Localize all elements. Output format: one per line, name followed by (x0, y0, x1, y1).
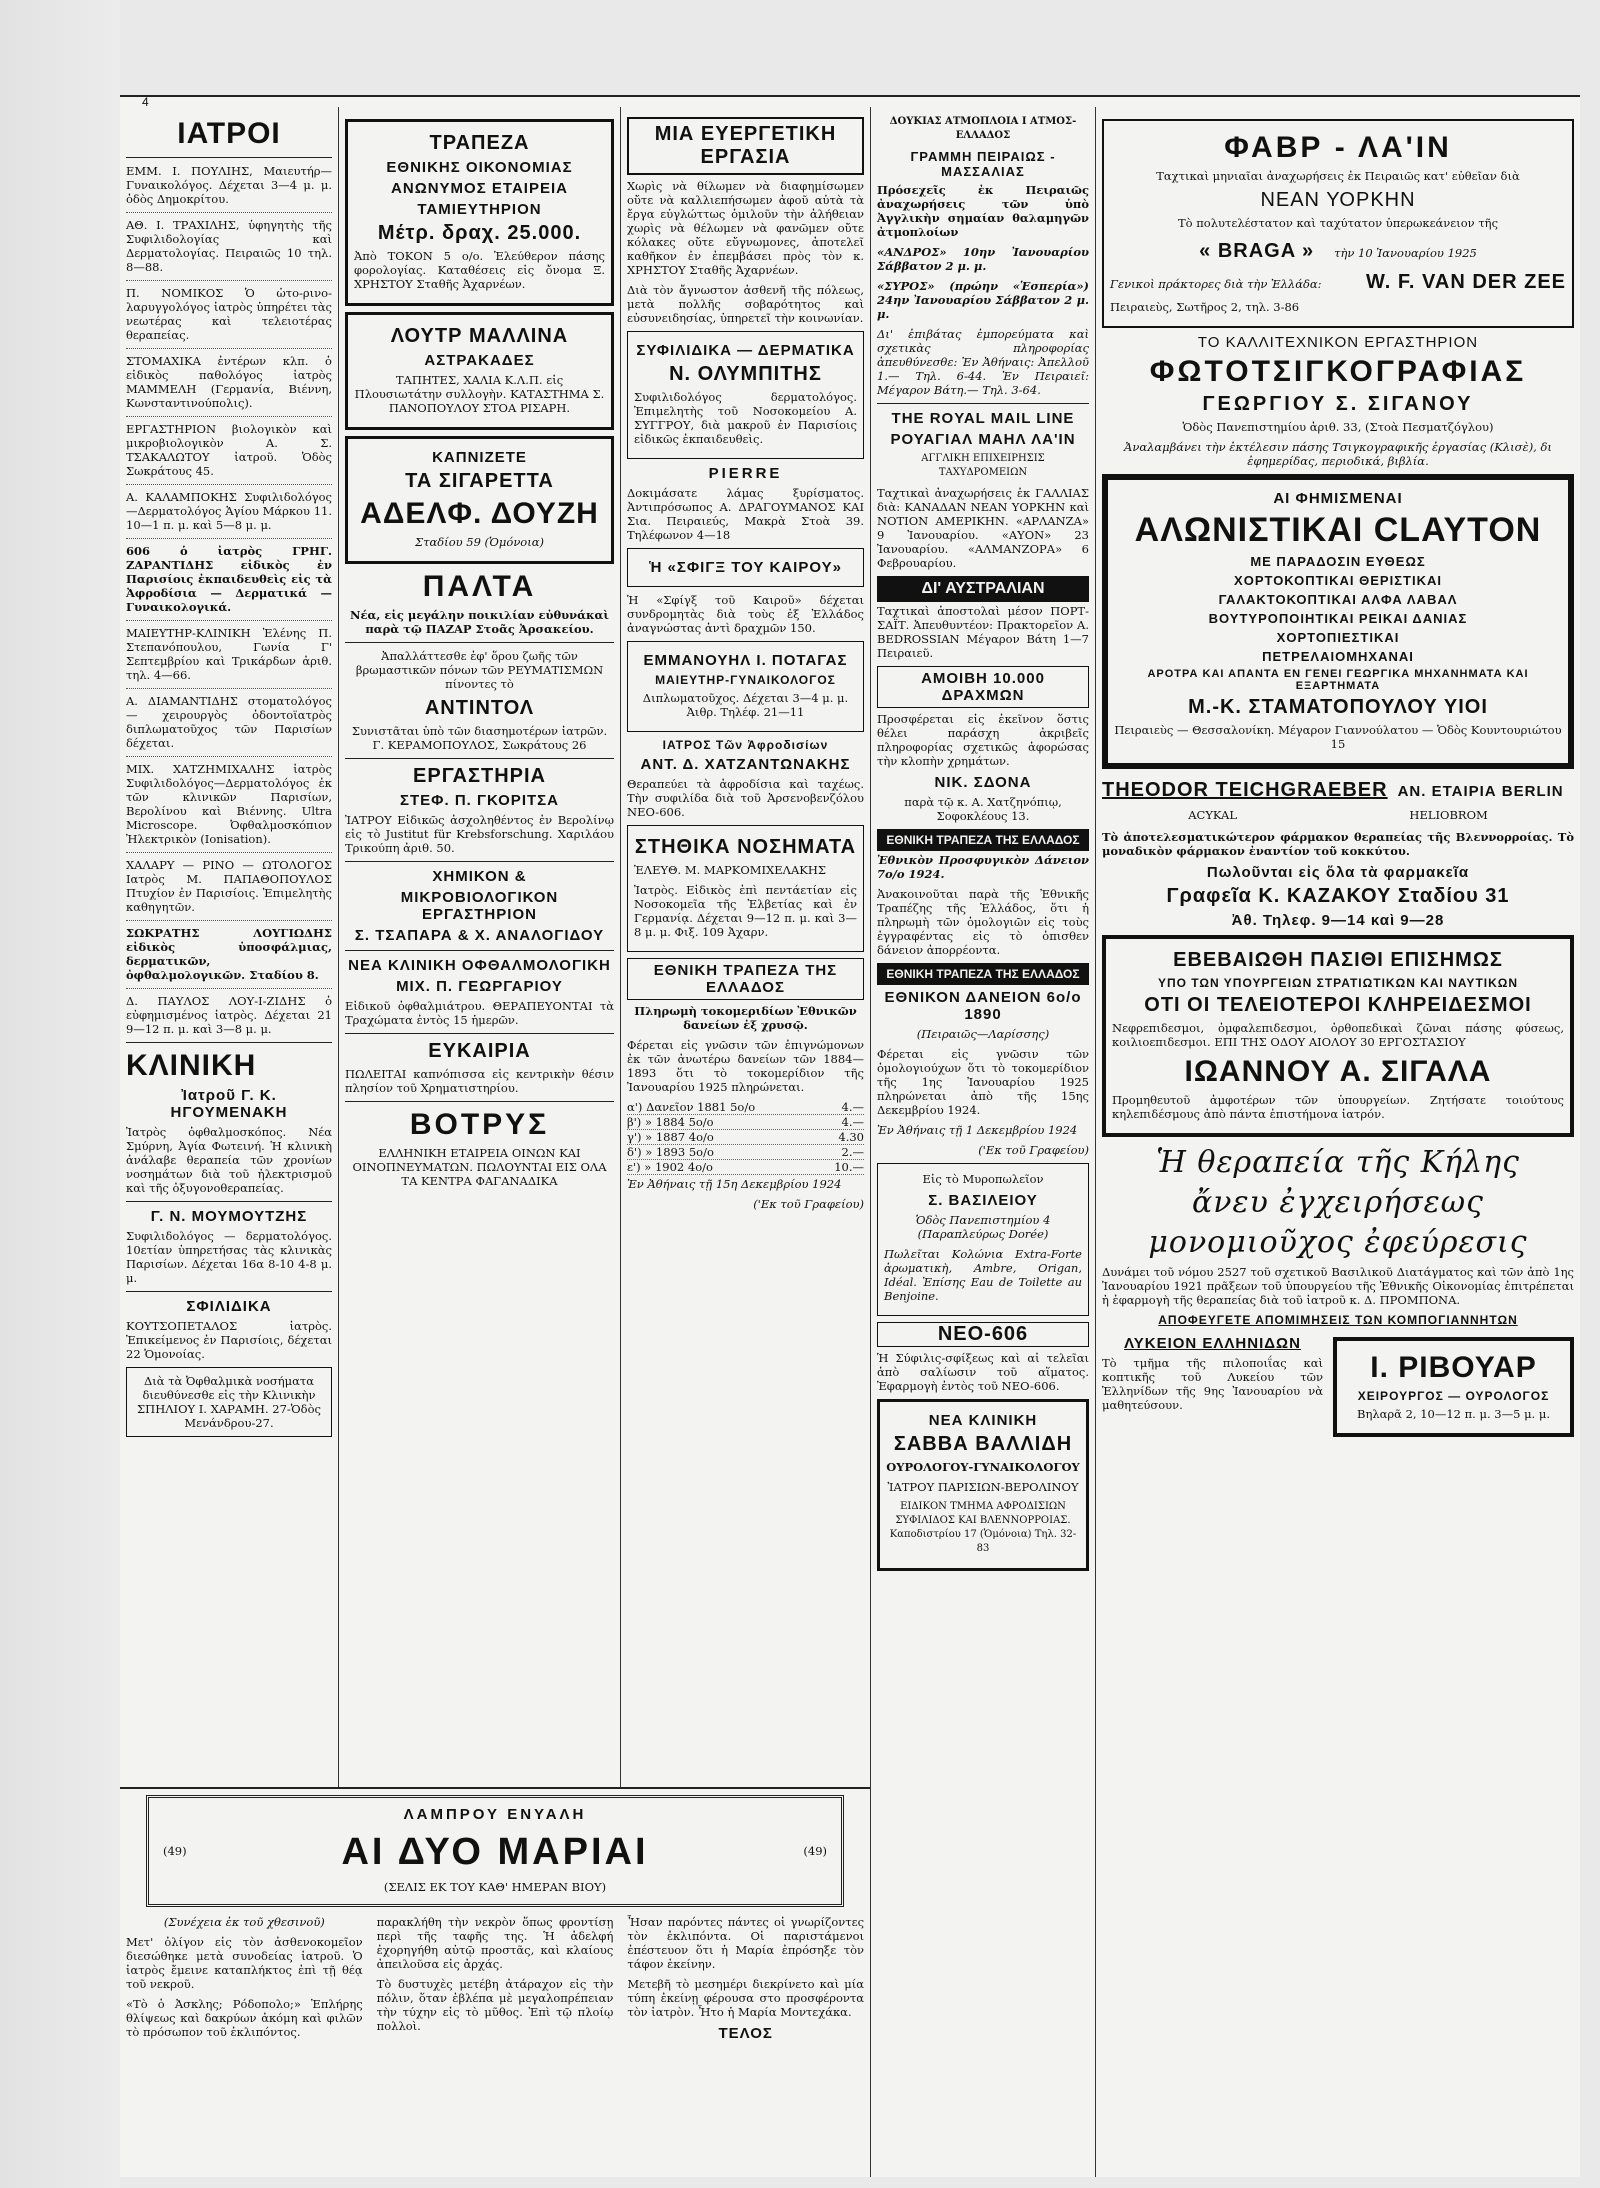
nat2-sign: ('Εκ τοῦ Γραφείου) (978, 1143, 1089, 1157)
shipping-info: Δι' ἐπιβάτας ἐμπορεύματα καὶ σχετικὰς πληροφορίας ἀπευθύνεσθε: Ἐν Ἀθήναις: Ἀπελλοῦ 1.— Τηλ. 6-44. Ἐν Πειραιεῖ: Μέγαρον Βάτη.— Τηλ. 3-64. (877, 327, 1089, 397)
ad-doctor: ΕΜΜ. Ι. ΠΟΥΛΙΗΣ, Μαιευτήρ—Γυναικολόγος. Δέχεται 3—4 μ. μ. ὁδὸς Δημοκρίτου. (126, 164, 332, 206)
divider (345, 642, 614, 643)
clinic-sub: ΟΥΡΟΛΟΓΟΥ-ΓΥΝΑΙΚΟΛΟΓΟΥ (886, 1460, 1080, 1474)
syphilis-ad (627, 331, 864, 459)
photo-title: ΦΩΤΟΤΣΙΓΚΟΓΡΑΦΙΑΣ (1149, 355, 1527, 388)
divider (126, 538, 332, 539)
kledemos-text2: Προμηθευτοῦ ἀμφοτέρων τῶν ὑπουργείων. Ζητήσατε τοιούτους κηλεπιδέσμους ἀπὸ πάντα ἐπιστήμονα ἰατρόν. (1112, 1093, 1564, 1121)
theodor-subtitle: ΑΝ. ΕΤΑΙΡΙΑ BERLIN (1397, 783, 1564, 800)
bank-subtitle: ΕΘΝΙΚΗΣ ΟΙΚΟΝΟΜΙΑΣ (386, 159, 573, 176)
shipping-title: ΓΡΑΜΜΗ ΠΕΙΡΑΙΩΣ - ΜΑΣΣΑΛΙΑΣ (910, 149, 1056, 179)
divider (126, 920, 332, 921)
ad-doctor: Α. ΚΑΛΑΜΠΟΚΗΣ Συφιλιδολόγος—Δερματολόγος Ἁγίου Μάρκου 11. 10—1 π. μ. καὶ 5—8 μ. μ. (126, 490, 332, 532)
loan-label: γ') » 1887 4ο/ο (627, 1130, 714, 1144)
serial-text: «Τὸ ὁ Ἀσκλης; Ρόδοπολο;» Ἐπλήρης θλίψεως καὶ δακρύων ἀκόμη καὶ φιλῶν τὸ πρόσωπον τοῦ ἐκλιπόντος. (126, 1997, 363, 2039)
lyceum-title: ΛΥΚΕΙΟΝ ΕΛΛΗΝΙΔΩΝ (1124, 1335, 1301, 1352)
serial-text: Μετ' ὀλίγον εἰς τὸν ἀσθενοκομεῖον διεσώθηκε μετὰ συνοδείας ἰατροῦ. Ὁ ἰατρὸς ἔμεινε καταπλήκτος ἐπὶ τῇ θέᾳ τοῦ νεκροῦ. (126, 1935, 363, 1991)
lyceum-text: Τὸ τμῆμα τῆς πιλοποιΐας καὶ κοπτικῆς τοῦ Λυκείου τῶν Ἑλληνίδων τῆς 9ης Ἰανουαρίου νὰ μαθητεύσουν. (1102, 1356, 1323, 1412)
divider (345, 1101, 614, 1102)
bank-ad (345, 119, 614, 306)
eye-clinic-title: ΝΕΑ ΚΛΙΝΙΚΗ ΟΦΘΑΛΜΟΛΟΓΙΚΗ (348, 957, 611, 974)
chest-text: Ἰατρὸς. Εἰδικὸς ἐπὶ πεντάετίαν εἰς Νοσοκομεῖα τῆς Ἑλβετίας καὶ ἐν Γερμανίᾳ. Δέχεται 9—12 π. μ. καὶ 3—8 μ. μ. Φιξ. 109 Ἀχαρν. (634, 883, 857, 939)
clayton-address: Πειραιεὺς — Θεσσαλονίκη. Μέγαρον Γιαννούλατου — Ὁδὸς Κουντουριώτου 15 (1114, 723, 1562, 751)
pierre-title: PIERRE (708, 465, 783, 482)
fabre-ad (1102, 119, 1574, 328)
loan-value: 2.— (841, 1145, 864, 1159)
ad-doctor: Π. ΝΟΜΙΚΟΣ Ὁ ὠτο-ρινο-λαρυγγολόγος ἰατρὸς ὑπηρέτει τὰς νεωτέρας καὶ τελειοτέρας θεραπείας. (126, 286, 332, 342)
reward-name: ΝΙΚ. ΣΔΟΝΑ (934, 774, 1032, 791)
newspaper-page (120, 95, 1580, 2177)
kledemos-ad (1102, 935, 1574, 1137)
loan-row (627, 1130, 864, 1145)
theodor-tel: Ἀθ. Τηλεφ. 9—14 καὶ 9—28 (1231, 912, 1445, 929)
serial-text: Μετεβῆ τὸ μεσημέρι διεκρίνετο καὶ μία τύπη ἐκείνῃ φέρουσα στο προσφέροντα τὸν ἰατρὸν. Ἦτο ἡ Μαρία Μοντεχάκα. (627, 1977, 865, 2019)
loan-value: 4.— (841, 1115, 864, 1129)
divider (345, 1033, 614, 1034)
divider (126, 212, 332, 213)
clayton-line: ΧΟΡΤΟΠΙΕΣΤΙΚΑΙ (1276, 630, 1400, 645)
divider (126, 157, 332, 158)
theodor-agent: Γραφεῖα Κ. ΚΑΖΑΚΟΥ Σταδίου 31 (1166, 885, 1510, 907)
doctor-name: ΣΦΙΛΙΔΙΚΑ (186, 1298, 272, 1315)
reward-title: ΑΜΟΙΒΗ 10.000 ΔΡΑΧΜΩΝ (877, 666, 1089, 708)
nat1-subtitle: Ἐθνικὸν Προσφυγικὸν Δάνειον 7ο/ο 1924. (877, 853, 1089, 881)
theodor-text: Τὸ ἀποτελεσματικώτερον φάρμακον θεραπείας τῆς Βλεννορροίας. Τὸ μοναδικὸν φάρμακον ἐναντίον τοῦ κοκκύτου. (1102, 830, 1574, 858)
divider (345, 758, 614, 759)
pierre-text: Δοκιμάσατε λάμας ξυρίσματος. Ἀντιπρόσωπος Α. ΔΡΑΓΟΥΜΑΝΟΣ ΚΑΙ Σια. Πειραιεύς, Μακρὰ Στοὰ 39. Τηλέφωνον 4—18 (627, 486, 864, 542)
clayton-agent: Μ.-Κ. ΣΤΑΜΑΤΟΠΟΥΛΟΥ ΥΙΟΙ (1188, 696, 1488, 718)
lab-title: ΕΡΓΑΣΤΗΡΙΑ (413, 765, 546, 787)
royal-text: Ταχτικαὶ ἀναχωρήσεις ἐκ ΓΑΛΛΙΑΣ διὰ: ΚΑΝΑΔΑΝ ΝΕΑΝ ΥΟΡΚΗΝ καὶ ΝΟΤΙΟΝ ΑΜΕΡΙΚΗΝ. «ΑΡΛΑΝΖΑ» 9 Ἰανουαρίου. «ΑΥΟΝ» 23 Ἰανουαρίου. «ΑΛΜΑΝΖΟΡΑ» 6 Φεβρουαρίου. (877, 486, 1089, 570)
cigarette-brand: ΑΔΕΛΦ. ΔΟΥΖΗ (360, 497, 599, 530)
article-text: Διὰ τὸν ἄγνωστον ἀσθενῆ τῆς πόλεως, μετὰ πολλῆς σοβαρότητος καὶ εὐσυνειδησίας, ὑπηρετεῖ τὴν κοινωνίαν. (627, 283, 864, 325)
ad-doctor: Δ. ΠΑΥΛΟΣ ΛΟΥ-Ι-ΖΙΔΗΣ ὁ εὐφημισμένος ἰατρὸς. Δέχεται 21 9—12 π. μ. καὶ 3—8 μ. μ. (126, 994, 332, 1036)
loan-value: 4.30 (838, 1130, 864, 1144)
ad-doctor: ΧΑΛΑΡΥ — ΡΙΝΟ — ΩΤΟΛΟΓΟΣ Ιατρὸς Μ. ΠΑΠΑΘΟΠΟΥΛΟΣ Πτυχίον ἐν Παρισίοις. Ἐπιμελητὴς καθηγητῶν. (126, 858, 332, 914)
loan-row (627, 1115, 864, 1130)
carpet-subtitle: ΑΣΤΡΑΚΑΔΕΣ (424, 352, 535, 369)
fabre-date: τὴν 10 Ἰανουαρίου 1925 (1334, 246, 1477, 260)
theodor-title: THEODOR TEICHGRAEBER (1102, 779, 1388, 801)
bank-subtitle: ΤΑΜΙΕΥΤΗΡΙΟΝ (417, 201, 542, 218)
antidote-subtitle: Συνιστᾶται ὑπὸ τῶν διασημοτέρων ἰατρῶν. Γ. ΚΕΡΑΜΟΠΟΥΛΟΣ, Σωκράτους 26 (351, 724, 608, 752)
ad-doctor: Α. ΔΙΑΜΑΝΤΙΔΗΣ στοματολόγος — χειρουργὸς ὀδοντοϊατρὸς διπλωματοῦχος τῶν Παρισίων δέχεται. (126, 694, 332, 750)
divider (126, 988, 332, 989)
cigarette-address: Σταδίου 59 (Ὁμόνοια) (415, 535, 544, 549)
acykal-label: ACYKAL (1188, 808, 1237, 822)
divider (126, 280, 332, 281)
nat2-text: Φέρεται εἰς γνῶσιν τῶν ὁμολογιούχων ὅτι τὸ τοκομερίδιον τῆς 1ης Ἰανουαρίου 1925 πληρώνεται ἀπὸ τῆς 15ης Δεκεμβρίου 1924. (877, 1047, 1089, 1117)
reward-address: παρὰ τῷ κ. Α. Χατζηνόπιῳ, Σοφοκλέους 13. (904, 795, 1062, 823)
chem-title: ΧΗΜΙΚΟΝ & (432, 868, 527, 885)
fabre-agent: W. F. VAN DER ZEE (1366, 271, 1566, 293)
article-title: ΜΙΑ ΕΥΕΡΓΕΤΙΚΗ ΕΡΓΑΣΙΑ (627, 117, 864, 175)
divider (126, 756, 332, 757)
ad-doctor: ΕΡΓΑΣΤΗΡΙΟΝ βιολογικὸν καὶ μικροβιολογικὸν Α. Σ. ΤΣΑΚΑΛΩΤΟΥ ἰατροῦ. Ὁδὸς Σωκράτους 45. (126, 422, 332, 478)
natbank-text: Φέρεται εἰς γνῶσιν τῶν ἐπιγνώμονων ἐκ τῶν ἀνωτέρω δανείων τῶν 1884—1893 ὅτι τὸ τοκομερίδιον τῆς Ἰανουαρίου 1925 πληρώνεται. (627, 1038, 864, 1094)
antidote-name: ΑΝΤΙΝΤΟΛ (424, 697, 535, 719)
fabre-destination: ΝΕΑΝ ΥΟΡΚΗΝ (1260, 189, 1416, 211)
column-ads-2 (339, 113, 620, 1777)
ad-doctor: ΑΘ. Ι. ΤΡΑΧΙΛΗΣ, ὑφηγητὴς τῆς Συφιλιδολογίας καὶ Δερματολογίας. Πειραιῶς 10 τηλ. 8—88. (126, 218, 332, 274)
clinic-text: Ἰατρὸς ὀφθαλμοσκόπος. Νέα Σμύρνη, Ἀγία Φωτεινή. Ἡ κλινικὴ ἀνάλαβε θεραπεία τῶν χρονίων νοσημάτων διὰ τοῦ ἠλεκτρισμοῦ καὶ τῆς ὀξυγονοθεραπείας. (126, 1125, 332, 1195)
divider (126, 1291, 332, 1292)
fabre-title: ΦΑΒΡ - ΛΑ'ΙΝ (1224, 131, 1452, 164)
shipping-text: Πρόσεχεῖς ἐκ Πειραιῶς ἀναχωρήσεις τῶν ὑπὸ Ἀγγλικὴν σημαίαν θαλαμηγῶν ἀτμοπλοίων (877, 183, 1089, 239)
clinic-sub2: ἸΑΤΡΟΥ ΠΑΡΙΣΙΩΝ-ΒΕΡΟΛΙΝΟΥ (887, 1480, 1079, 1494)
divider (877, 403, 1089, 404)
syphilis-text: Συφιλιδολόγος δερματολόγος. Ἐπιμελητὴς τοῦ Νοσοκομείου Α. ΣΥΓΓΡΟΥ, διὰ μακροῦ ἐν Παρισίοις εἰδικῶς ἐκπαιδευθεὶς. (634, 390, 857, 446)
natbank-title: ΕΘΝΙΚΗ ΤΡΑΠΕΖΑ ΤΗΣ ΕΛΛΑΔΟΣ (627, 958, 864, 1000)
perfume-address: Ὁδὸς Πανεπιστημίου 4 (Παραπλεύρως Dorée) (915, 1213, 1051, 1241)
photo-name: ΓΕΩΡΓΙΟΥ Σ. ΣΙΓΑΝΟΥ (1202, 393, 1474, 415)
serial-text: Τὸ δυστυχὲς μετέβη ἀτάραχον εἰς τὴν πόλιν, ὅταν ἐβλέπα μὲ μεγαλοπρέπειαν τὴν τύχην εἰς τὸ μῦθος. Ἐπὶ τῷ πλοίῳ πολλοὶ. (376, 1977, 614, 2033)
fabre-ship: « BRAGA » (1199, 240, 1315, 262)
serial-number: (49) (803, 1843, 827, 1858)
divider (345, 950, 614, 951)
loan-row (627, 1100, 864, 1115)
serial-text: Ἦσαν παρόντες πάντες οἱ γνωρίζοντες τὸν ἐκλιπόντα. Οἱ παριστάμενοι ἐπέστευον ὅτι ἡ Μαρία ἐπρόσηξε τὸν τάφον ἐκείνην. (627, 1915, 865, 1971)
divider (126, 620, 332, 621)
serial-author: ΛΑΜΠΡΟΥ ΕΝΥΑΛΗ (403, 1806, 587, 1823)
clinic-text: ΕΙΔΙΚΟΝ ΤΜΗΜΑ ΑΦΡΟΔΙΣΙΩΝ ΣΥΦΙΛΙΔΟΣ ΚΑΙ ΒΛΕΝΝΟΡΡΟΙΑΣ. Καποδιστρίου 17 (Ὁμόνοια) Τηλ. 32-83 (889, 1501, 1077, 1554)
serial-section (120, 1787, 870, 2177)
nat1-title: ΕΘΝΙΚΗ ΤΡΑΠΕΖΑ ΤΗΣ ΕΛΛΑΔΟΣ (877, 829, 1089, 851)
nat2-date: Ἐν Ἀθήναις τῇ 1 Δεκεμβρίου 1924 (877, 1123, 1078, 1137)
potagas-text: Διπλωματοῦχος. Δέχεται 3—4 μ. μ. Ἀιθρ. Τηλέφ. 21—11 (642, 691, 849, 719)
rivoir-ad (1333, 1337, 1574, 1437)
loan-label: ε') » 1902 4ο/ο (627, 1160, 713, 1174)
bank-text: Ἀπὸ ΤΟΚΟΝ 5 ο/ο. Ἐλεύθερον πάσης φορολογίας. Καταθέσεις εἰς ὄνομα Ξ. ΧΡΗΣΤΟΥ Σταθῆς Ἀχαρνέων. (354, 249, 605, 291)
perfume-top: Εἰς τὸ Μυροπωλεῖον (922, 1172, 1044, 1186)
rivoir-subtitle: ΧΕΙΡΟΥΡΓΟΣ — ΟΥΡΟΛΟΓΟΣ (1357, 1389, 1550, 1403)
shipping-top: ΔΟΥΚΙΑΣ ΑΤΜΟΠΛΟΙΑ Ι ΑΤΜΟΣ-ΕΛΛΑΔΟΣ (889, 116, 1077, 141)
antidote-text: Ἀπαλλάττεσθε ἐφ' ὅρου ζωῆς τῶν βρωμαστικῶν πόνων τῶν ΡΕΥΜΑΤΙΣΜΩΝ πίνοντες τὸ (355, 649, 604, 691)
loan-label: β') » 1884 5ο/ο (627, 1115, 714, 1129)
clayton-line: ΒΟΥΤΥΡΟΠΟΙΗΤΙΚΑΙ ΡΕΙΚΑΙ ΔΑΝΙΑΣ (1208, 611, 1468, 626)
potagas-subtitle: ΜΑΙΕΥΤΗΡ-ΓΥΝΑΙΚΟΛΟΓΟΣ (655, 673, 836, 687)
divider (126, 416, 332, 417)
doctor-text: ΚΟΥΤΣΟΠΕΤΑΛΟΣ ἰατρὸς. Ἐπικείμενος ἐν Παρισίοις, δέχεται 22 Ὁμονοίας. (126, 1319, 332, 1361)
kledemos-title: ΟΤΙ ΟΙ ΤΕΛΕΙΟΤΕΡΟΙ ΚΛΗΡΕΙΔΕΣΜΟΙ (1144, 994, 1532, 1016)
doctor-text: Συφιλιδολόγος — δερματολόγος. 10ετίαν ὑπηρετήσας τὰς κλινικὰς Παρισίων. Δέχεται 16α 8-10 4-8 μ. μ. (126, 1229, 332, 1285)
syphilis-title: ΣΥΦΙΛΙΔΙΚΑ — ΔΕΡΜΑΤΙΚΑ (636, 342, 855, 359)
clayton-top: ΑΙ ΦΗΜΙΣΜΕΝΑΙ (1273, 490, 1403, 507)
photo-ad (1102, 334, 1574, 468)
loan-row (627, 1160, 864, 1175)
clayton-line: ΑΡΟΤΡΑ ΚΑΙ ΑΠΑΝΤΑ ΕΝ ΓΕΝΕΙ ΓΕΩΡΓΙΚΑ ΜΗΧΑΝΗΜΑΤΑ ΚΑΙ ΕΞΑΡΤΗΜΑΤΑ (1147, 668, 1529, 692)
kledemos-subtitle: ΥΠΟ ΤΩΝ ΥΠΟΥΡΓΕΙΩΝ ΣΤΡΑΤΙΩΤΙΚΩΝ ΚΑΙ ΝΑΥΤΙΚΩΝ (1157, 976, 1519, 990)
section-title-doctors: ΙΑΤΡΟΙ (177, 117, 281, 150)
clinic-ad (877, 1399, 1089, 1571)
neo-title: ΝΕΟ-606 (877, 1322, 1089, 1347)
lab-text: ἸΑΤΡΟΥ Εἰδικῶς ἀσχοληθέντος ἐν Βερολίνῳ εἰς τὸ Justitut für Krebsforschung. Χαριλάου Τρικούπη ἀριθ. 50. (345, 813, 614, 855)
ad-doctor: ΜΑΙΕΥΤΗΡ-ΚΛΙΝΙΚΗ Ἐλένης Π. Στεπανόπουλου, Γωνία Γ' Σεπτεμβρίου καὶ Τρικάρδων ἀριθ. τηλ. 4—66. (126, 626, 332, 682)
royal-subtitle: ΡΟΥΑΓΙΑΛ ΜΑΗΛ ΛΑ'ΙΝ (890, 431, 1076, 448)
efrig-title: Ἡ «ΣΦΙΓΞ ΤΟΥ ΚΑΙΡΟΥ» (649, 559, 842, 576)
page-number: 4 (142, 95, 149, 109)
loan-value: 4.— (841, 1100, 864, 1114)
script-text: Δυνάμει τοῦ νόμου 2527 τοῦ σχετικοῦ Βασιλικοῦ Διατάγματος καὶ τῶν ἀπὸ 1ης Ἰανουαρίου 1921 πρᾶξεων τοῦ ὑπουργείου τῆς Ἐθνικῆς Οἰκονομίας ἐπιτρέπεται ἡ ἐφαρμογὴ τῆς θεραπείας διὰ τοῦ ἰατροῦ κ. Δ. ΠΡΟΜΠΟΝΑ. (1102, 1265, 1574, 1307)
ad-doctor: ΜΙΧ. ΧΑΤΖΗΜΙΧΑΛΗΣ ἰατρὸς Συφιλιδολόγος—Δερματολόγος ἐκ τῶν κλινικῶν Παρισίων, Βερολίνου καὶ Βιέννης. Ultra Microscope. Ὀφθαλμοσκόπιον Ἠλεκτρικὸν (Ionisation). (126, 762, 332, 846)
carpet-title: ΛΟΥΤΡ ΜΑΛΛΙΝΑ (390, 325, 569, 347)
ad-doctor: ΣΩΚΡΑΤΗΣ ΛΟΥΓΙΩΔΗΣ εἰδικὸς ὑποσφάλμιας, δερματικῶν, ὀφθαλμολογικῶν. Σταδίου 8. (126, 926, 332, 982)
cigarette-title: ΤΑ ΣΙΓΑΡΕΤΤΑ (405, 470, 554, 492)
clayton-title: ΑΛΩΝΙΣΤΙΚΑΙ CLAYTON (1134, 511, 1542, 549)
lab2-name: ΑΝΤ. Δ. ΧΑΤΖΑΝΤΩΝΑΚΗΣ (640, 756, 851, 773)
clinic-subtitle: Ἰατροῦ Γ. Κ. ΗΓΟΥΜΕΝΑΚΗ (170, 1087, 288, 1121)
chest-name: ἘΛΕΥΘ. Μ. ΜΑΡΚΟΜΙΧΕΛΑΚΗΣ (634, 863, 827, 877)
palta-text: Νέα, εἰς μεγάλην ποικιλίαν εὐθυνάκαὶ παρὰ τῷ ΠΑΖΑΡ Στοᾶς Ἀρσακείου. (350, 608, 609, 636)
natbank-date: Ἐν Ἀθήναις τῇ 15η Δεκεμβρίου 1924 (627, 1177, 842, 1191)
loan-label: α') Δανεῖον 1881 5ο/ο (627, 1100, 756, 1114)
carpet-ad (345, 312, 614, 430)
serial-end: ΤΕΛΟΣ (718, 2025, 773, 2042)
ship-syros: «ΣΥΡΟΣ» (πρώην «Ἑσπερία») 24ην Ἰανουαρίου Σάββατον 2 μ. μ. (877, 279, 1089, 321)
nat2-note: (Πειραιῶς—Λαρίσσης) (916, 1027, 1050, 1041)
chest-ad (627, 825, 864, 952)
clayton-line: ΧΟΡΤΟΚΟΠΤΙΚΑΙ ΘΕΡΙΣΤΙΚΑΙ (1234, 573, 1442, 588)
cigarette-top: ΚΑΠΝΙΖΕΤΕ (432, 449, 527, 466)
script-warning: ΑΠΟΦΕΥΓΕΤΕ ΑΠΟΜΙΜΗΣΕΙΣ ΤΩΝ ΚΟΜΠΟΓΙΑΝΝΗΤΩΝ (1158, 1313, 1518, 1327)
ship-andros: «ΑΝΔΡΟΣ» 10ην Ἰανουαρίου Σάββατον 2 μ. μ. (877, 245, 1089, 273)
photo-text: Ἀναλαμβάνει τὴν ἐκτέλεσιν πάσης Τσιγκογραφικῆς ἐργασίας (Κλισὲ), δι ἐφημερίδας, περιοδικά, βιβλία. (1124, 440, 1552, 468)
bank-subtitle: ΑΝΩΝΥΜΟΣ ΕΤΑΙΡΕΙΑ (391, 180, 568, 197)
perfume-text: Πωλεῖται Κολώνια Extra-Forte ἀρωματικὴ, Ambre, Origan, Idéal. Ἐπίσης Eau de Toilette au Benjoine. (884, 1247, 1082, 1303)
syphilis-name: Ν. ΟΛΥΜΠΙΤΗΣ (669, 363, 822, 385)
column-articles (621, 113, 870, 1777)
efrig-text: Ἡ «Σφίγξ τοῦ Καιροῦ» δέχεται συνδρομητὰς διὰ τοὺς ἐξ Ἑλλάδος ἀναγνώστας ἀντὶ δραχμῶν 150. (627, 593, 864, 635)
nat1-text: Ἀνακοινοῦται παρὰ τῆς Ἐθνικῆς Τραπέζης τῆς Ἑλλάδος, ὅτι ἡ πληρωμὴ τῶν ὁμολογιῶν εἰς τοὺς ἐγγραφέντας εἰς τὸ ὀπισθεν δάνειον ἀπορρέοντα. (877, 887, 1089, 957)
clinic-top: ΝΕΑ ΚΛΙΝΙΚΗ (928, 1412, 1038, 1429)
divider (126, 1042, 332, 1043)
article-text: Χωρὶς νὰ θίλωμεν νὰ διαφημίσωμεν οὔτε νὰ καλλιεπήσωμεν ἀφοῦ αὐτὰ τὰ ἔργα εὐγλώττως ὁμιλοῦν τὴν ἀλήθειαν χωρὶς νὰ θέλωμεν νὰ φανῶμεν οὔτε κόλακες οὔτε εὔγνωμονες, ἀποτελεῖ καθῆκον ἐν ἐπεμβάσει πρὸς τὸν κ. ΧΡΗΣΤΟΥ Σταθῆς Ἀχαρνέων. (627, 179, 864, 277)
royal-subtitle2: ΑΓΓΛΙΚΗ ΕΠΙΧΕΙΡΗΣΙΣ ΤΑΧΥΔΡΟΜΕΙΩΝ (921, 453, 1045, 478)
bank-capital: Μέτρ. δραχ. 25.000. (377, 222, 582, 244)
kledemos-top: ΕΒΕΒΑΙΩΘΗ ΠΑΣΙΘΙ ΕΠΙΣΗΜΩΣ (1173, 949, 1503, 971)
eye-text: Εἰδικοῦ ὀφθαλμιάτρου. ΘΕΡΑΠΕΥΟΝΤΑΙ τὰ Τραχώματα ἐντὸς 15 ἡμερῶν. (345, 999, 614, 1027)
serial-title: ΑΙ ΔΥΟ ΜΑΡΙΑΙ (341, 1831, 649, 1873)
theodor-sold: Πωλοῦνται εἰς ὅλα τὰ φαρμακεῖα (1206, 864, 1470, 881)
clayton-ad (1102, 474, 1574, 769)
divider (126, 348, 332, 349)
clayton-line: ΜΕ ΠΑΡΑΔΟΣΙΝ ΕΥΘΕΩΣ (1250, 554, 1426, 569)
clinic-title: ΚΛΙΝΙΚΗ (126, 1049, 257, 1082)
australia-title: ΔΙ' ΑΥΣΤΡΑΛΙΑΝ (877, 576, 1089, 602)
lab2-text: Θεραπεύει τὰ ἀφροδίσια καὶ ταχέως. Τὴν συφιλίδα διὰ τοῦ Ἀρσενοβενζόλου NEO-606. (627, 777, 864, 819)
botrys-title: ΒΟΤΡΥΣ (409, 1108, 550, 1141)
divider (345, 861, 614, 862)
divider (126, 484, 332, 485)
perfume-ad (877, 1163, 1089, 1316)
potagas-ad (627, 641, 864, 732)
script-line: μονομιοῦχος ἐφεύρεσις (1148, 1225, 1528, 1260)
natbank-subtitle: Πληρωμὴ τοκομεριδίων Ἐθνικῶν δανείων ἐξ χρυσῷ. (634, 1004, 857, 1032)
botrys-text: ΕΛΛΗΝΙΚΗ ΕΤΑΙΡΕΙΑ ΟΙΝΩΝ ΚΑΙ ΟΙΝΟΠΝΕΥΜΑΤΩΝ. ΠΩΛΟΥΝΤΑΙ ΕΙΣ ΟΛΑ ΤΑ ΚΕΝΤΡΑ ΦΑΓΑΝΑΔΙΚΑ (352, 1146, 607, 1188)
serial-continues: (Συνέχεια ἐκ τοῦ χθεσινοῦ) (163, 1915, 325, 1929)
carpet-text: ΤΑΠΗΤΕΣ, ΧΑΛΙΑ Κ.Λ.Π. εἰς Πλουσιωτάτην συλλογὴν. ΚΑΤΑΣΤΗΜΑ Σ. ΠΑΝΟΠΟΥΛΟΥ ΣΤΟΑ ΡΙΣΑΡΗ. (354, 373, 605, 415)
serial-banner (146, 1795, 844, 1907)
loan-row (627, 1145, 864, 1160)
ad-doctor: ΣΤΟΜΑΧΙΚΑ ἐντέρων κλπ. ὁ εἰδικὸς παθολόγος ἰατρὸς ΜΑΜΜΕΛΗ (Γερμανία, Βιέννη, Κωνσταντινούπολις). (126, 354, 332, 410)
column-shipping (871, 113, 1095, 2177)
kledemos-name: ΙΩΑΝΝΟΥ Α. ΣΙΓΑΛΑ (1184, 1055, 1492, 1088)
serial-number: (49) (163, 1843, 187, 1858)
serial-subtitle: (ΣΕΛΙΣ ΕΚ ΤΟΥ ΚΑΘ' ΗΜΕΡΑΝ ΒΙΟΥ) (383, 1880, 607, 1894)
nat2-title: ΕΘΝΙΚΗ ΤΡΑΠΕΖΑ ΤΗΣ ΕΛΛΑΔΟΣ (877, 963, 1089, 985)
script-line: ἄνευ ἐγχειρήσεως (1192, 1185, 1484, 1220)
heliobrom-label: HELIOBROM (1409, 808, 1488, 822)
script-line: Ἡ θεραπεία τῆς Κήλης (1156, 1145, 1520, 1180)
divider (126, 852, 332, 853)
rivoir-text: Βηλαρᾶ 2, 10—12 π. μ. 3—5 μ. μ. (1357, 1407, 1550, 1421)
divider (126, 688, 332, 689)
cigarette-ad (345, 436, 614, 564)
doctor-name: Γ. Ν. ΜΟΥΜΟΥΤΖΗΣ (150, 1208, 308, 1225)
chem-names: Σ. ΤΣΑΠΑΡΑ & Χ. ΑΝΑΛΟΓΙΔΟΥ (354, 927, 605, 944)
eye-clinic-box: Διὰ τὰ Ὀφθαλμικὰ νοσήματα διευθύνεσθε εἰς τὴν Κλινικὴν ΣΠΗΛΙΟΥ Ι. ΧΑΡΑΜΗ. 27-Ὁδὸς Μενάνδρου-27. (126, 1367, 332, 1437)
bank-title: ΤΡΑΠΕΖΑ (429, 132, 530, 154)
chest-title: ΣΤΗΘΙΚΑ ΝΟΣΗΜΑΤΑ (634, 836, 857, 858)
photo-address: Ὁδὸς Πανεπιστημίου ἀριθ. 33, (Στοὰ Πεσματζόγλου) (1182, 420, 1494, 434)
eye-doctor: ΜΙΧ. Π. ΓΕΩΡΓΑΡΙΟΥ (396, 978, 563, 995)
royal-title: THE ROYAL MAIL LINE (891, 410, 1075, 427)
ad-doctor: 606 ὁ ἰατρὸς ΓΡΗΓ. ΖΑΡΑΝΤΙΔΗΣ εἰδικὸς ἐν Παρισίοις ἐκπαιδευθεὶς εἰς τὰ Ἀφροδίσια — Δερματικά — Γυναικολογικά. (126, 544, 332, 614)
fabre-address: Πειραιεὺς, Σωτῆρος 2, τηλ. 3-86 (1110, 300, 1300, 314)
column-large-ads (1096, 113, 1580, 2177)
scan-margin (0, 0, 120, 2188)
fabre-agent-label: Γενικοὶ πράκτορες διὰ τὴν Ἑλλάδα: (1110, 277, 1322, 291)
eukairia-title: ΕΥΚΑΙΡΙΑ (428, 1040, 531, 1062)
lab2-title: ΙΑΤΡΟΣ Τῶν Ἀφροδισίων (662, 738, 829, 752)
clayton-line: ΠΕΤΡΕΛΑΙΟΜΗΧΑΝΑΙ (1262, 649, 1414, 664)
fabre-text2: Τὸ πολυτελέστατον καὶ ταχύτατον ὑπερωκεάνειον τῆς (1177, 216, 1499, 230)
serial-text: παρακλήθη τὴν νεκρὸν ὅπως φροντίσῃ περὶ τῆς ταφῆς της. Ἡ ἀδελφή ἐχορηγήθη αὐτῷ προστᾶς, καὶ κλαίους ἀπειλοῦσα εἰς ἀρχάς. (376, 1915, 614, 1971)
loan-table (627, 1100, 864, 1175)
efrig-ad (627, 548, 864, 587)
reward-text: Προσφέρεται εἰς ἐκεῖνον ὅστις θέλει παράσχη ἀκριβεῖς πληροφορίας σχετικῶς ἀφορώσας τὴν κλοπὴν χρημάτων. (877, 712, 1089, 768)
eukairia-text: ΠΩΛΕΙΤΑΙ καπνόπισσα εἰς κεντρικὴν θέσιν πλησίον τοῦ Χρηματιστηρίου. (345, 1067, 614, 1095)
neo-text: Ἡ Σύφιλις-σφίξεως καὶ αἱ τελεῖαι ἀπὸ σαλίωσιν τοῦ αἵματος. Ἐφαρμογὴ ἐντὸς τοῦ NEO-606. (877, 1351, 1089, 1393)
loan-value: 10.— (834, 1160, 864, 1174)
photo-top: ΤΟ ΚΑΛΛΙΤΕΧΝΙΚΟΝ ΕΡΓΑΣΤΗΡΙΟΝ (1197, 334, 1479, 351)
chem-subtitle: ΜΙΚΡΟΒΙΟΛΟΓΙΚΟΝ ΕΡΓΑΣΤΗΡΙΟΝ (400, 889, 559, 923)
loan-label: δ') » 1893 5ο/ο (627, 1145, 714, 1159)
lab-name: ΣΤΕΦ. Π. ΓΚΟΡΙΤΣΑ (400, 792, 559, 809)
kledemos-text: Νεφρεπιδεσμοι, ὀμφαλεπιδεσμοι, ὀρθοπεδικαὶ ζῶναι πάσης φύσεως, κοιλιοεπιδεσμοι. ΕΠΙ ΤΗΣ ΟΔΟΥ ΑΙΟΛΟΥ 30 ΕΡΓΟΣΤΑΣΙΟΥ (1112, 1021, 1564, 1049)
rivoir-title: Ι. ΡΙΒΟΥΑΡ (1370, 1351, 1537, 1384)
perfume-title: Σ. ΒΑΣΙΛΕΙΟΥ (928, 1192, 1038, 1209)
palta-title: ΠΑΛΤΑ (422, 570, 537, 603)
theodor-ad (1102, 775, 1574, 929)
clinic-name: ΣΑΒΒΑ ΒΑΛΛΙΔΗ (893, 1433, 1073, 1455)
natbank-sign: ('Εκ τοῦ Γραφείου) (753, 1197, 864, 1211)
fabre-text: Ταχτικαὶ μηνιαῖαι ἀναχωρήσεις ἐκ Πειραιῶς κατ' εὐθεῖαν διὰ (1156, 169, 1520, 183)
divider (126, 1201, 332, 1202)
column-doctors (120, 113, 338, 1777)
nat2-subtitle: ΕΘΝΙΚΟΝ ΔΑΝΕΙΟΝ 6ο/ο 1890 (884, 989, 1082, 1023)
clayton-line: ΓΑΛΑΚΤΟΚΟΠΤΙΚΑΙ ΑΛΦΑ ΛΑΒΑΛ (1218, 592, 1458, 607)
potagas-title: ΕΜΜΑΝΟΥΗΛ Ι. ΠΟΤΑΓΑΣ (643, 652, 848, 669)
australia-text: Ταχτικαὶ ἀποστολαὶ μέσον ΠΟΡΤ-ΣΑΪΤ. Ἀπευθυντέον: Πρακτορεῖον Α. BEDROSSIAN Μέγαρον Βάτη 1—7 Πειραιεῦ. (877, 604, 1089, 660)
